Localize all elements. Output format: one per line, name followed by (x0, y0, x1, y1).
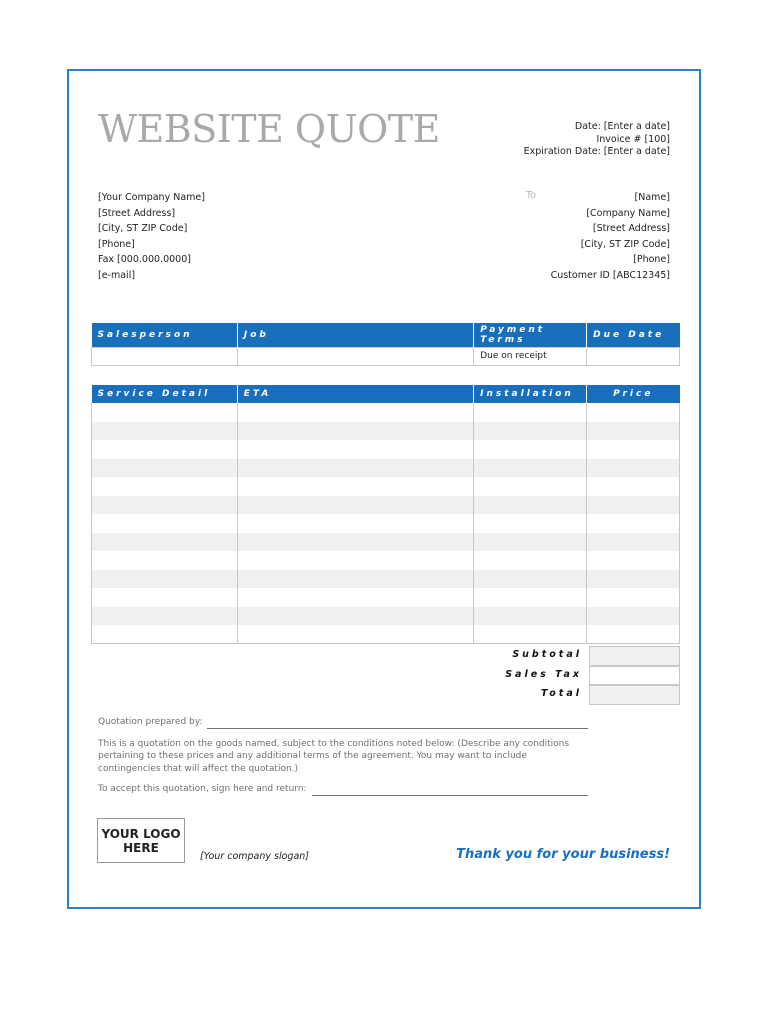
installation-cell[interactable] (474, 607, 587, 626)
installation-cell[interactable] (474, 496, 587, 515)
installation-cell[interactable] (474, 625, 587, 644)
recipient-city-field[interactable]: [City, ST ZIP Code] (580, 238, 670, 250)
service-cell[interactable] (92, 496, 238, 515)
accept-signature-line[interactable] (312, 786, 588, 796)
due-date-cell[interactable] (587, 347, 680, 365)
table-row (92, 477, 680, 496)
table-row (92, 514, 680, 533)
header-price: Price (587, 385, 680, 403)
price-cell[interactable] (587, 625, 680, 644)
recipient-company-field[interactable]: [Company Name] (586, 207, 670, 219)
totals-section (91, 646, 680, 705)
table-row (92, 347, 680, 365)
eta-cell[interactable] (237, 403, 473, 422)
header-job: Job (237, 323, 473, 347)
price-cell[interactable] (587, 422, 680, 441)
quote-document (67, 69, 701, 909)
payment-terms-cell[interactable]: Due on receipt (474, 347, 587, 365)
recipient-phone-field[interactable]: [Phone] (633, 254, 670, 265)
installation-cell[interactable] (474, 570, 587, 589)
eta-cell[interactable] (237, 459, 473, 478)
header-eta: ETA (237, 385, 473, 403)
date-field[interactable]: Date: [Enter a date] (574, 121, 670, 132)
table-row (92, 588, 680, 607)
table-row (92, 533, 680, 552)
table-row (92, 403, 680, 422)
fax-field[interactable]: Fax [000.000.0000] (98, 254, 191, 265)
price-cell[interactable] (587, 459, 680, 478)
eta-cell[interactable] (237, 625, 473, 644)
installation-cell[interactable] (474, 588, 587, 607)
subtotal-label: Subtotal (512, 649, 582, 660)
eta-cell[interactable] (237, 570, 473, 589)
service-cell[interactable] (92, 625, 238, 644)
eta-cell[interactable] (237, 607, 473, 626)
price-cell[interactable] (587, 551, 680, 570)
terms-text: This is a quotation on the goods named, subject to the conditions noted below: (Describe any conditions pertaining to these prices and any additional terms of the agreement. You may want to include contingencies that will affect the quotation.) (98, 738, 570, 774)
customer-id-field[interactable]: Customer ID [ABC12345] (550, 269, 670, 281)
sender-address (98, 190, 205, 283)
recipient-street-field[interactable]: [Street Address] (592, 223, 670, 234)
installation-cell[interactable] (474, 459, 587, 478)
price-cell[interactable] (587, 570, 680, 589)
eta-cell[interactable] (237, 440, 473, 459)
job-cell[interactable] (237, 347, 473, 365)
prepared-by-label: Quotation prepared by: (98, 717, 203, 727)
page-title: WEBSITE QUOTE (98, 107, 440, 151)
eta-cell[interactable] (237, 514, 473, 533)
table-row (92, 459, 680, 478)
invoice-number-field[interactable]: Invoice # [100] (596, 133, 670, 145)
recipient-address (551, 190, 670, 283)
installation-cell[interactable] (474, 403, 587, 422)
service-cell[interactable] (92, 570, 238, 589)
service-cell[interactable] (92, 551, 238, 570)
email-field[interactable]: [e-mail] (98, 269, 136, 281)
table-row (92, 570, 680, 589)
installation-cell[interactable] (474, 422, 587, 441)
eta-cell[interactable] (237, 551, 473, 570)
table-row (92, 551, 680, 570)
eta-cell[interactable] (237, 422, 473, 441)
recipient-name-field[interactable]: [Name] (634, 192, 670, 203)
accept-label: To accept this quotation, sign here and return: (98, 784, 307, 794)
to-label: To (526, 190, 537, 201)
service-table (91, 385, 680, 644)
service-cell[interactable] (92, 607, 238, 626)
thank-you-message: Thank you for your business! (456, 847, 670, 862)
header-payment-terms: Payment Terms (474, 323, 587, 347)
phone-field[interactable]: [Phone] (98, 238, 135, 250)
table-row (92, 625, 680, 644)
service-cell[interactable] (92, 533, 238, 552)
company-name-field[interactable]: [Your Company Name] (98, 192, 205, 203)
logo-text-line-1: YOUR LOGO (101, 826, 181, 841)
service-cell[interactable] (92, 459, 238, 478)
street-address-field[interactable]: [Street Address] (98, 207, 176, 219)
installation-cell[interactable] (474, 533, 587, 552)
header-due-date: Due Date (587, 323, 680, 347)
quote-meta (524, 121, 670, 159)
header-service-detail: Service Detail (92, 385, 238, 403)
table-row (92, 440, 680, 459)
price-cell[interactable] (587, 607, 680, 626)
service-cell[interactable] (92, 403, 238, 422)
prepared-by-signature-line[interactable] (207, 719, 588, 729)
price-cell[interactable] (587, 440, 680, 459)
price-cell[interactable] (587, 514, 680, 533)
table-row (92, 607, 680, 626)
service-cell[interactable] (92, 477, 238, 496)
installation-cell[interactable] (474, 551, 587, 570)
sales-tax-label: Sales Tax (505, 668, 582, 680)
service-cell[interactable] (92, 588, 238, 607)
price-cell[interactable] (587, 477, 680, 496)
price-cell[interactable] (587, 588, 680, 607)
logo-text-line-2: HERE (123, 840, 159, 855)
total-value-field[interactable] (589, 685, 680, 705)
quote-notes (98, 716, 588, 796)
subtotal-value-field[interactable] (589, 646, 680, 666)
installation-cell[interactable] (474, 477, 587, 496)
header-salesperson: Salesperson (92, 323, 238, 347)
city-field[interactable]: [City, ST ZIP Code] (98, 223, 188, 234)
salesperson-cell[interactable] (92, 347, 238, 365)
installation-cell[interactable] (474, 440, 587, 459)
header-installation: Installation (474, 385, 587, 403)
price-cell[interactable] (587, 496, 680, 515)
table-row (92, 422, 680, 441)
eta-cell[interactable] (237, 496, 473, 515)
expiration-date-field[interactable]: Expiration Date: [Enter a date] (523, 146, 670, 157)
service-cell[interactable] (92, 440, 238, 459)
logo-placeholder (97, 818, 185, 863)
price-cell[interactable] (587, 403, 680, 422)
eta-cell[interactable] (237, 533, 473, 552)
sales-tax-value-field[interactable] (589, 666, 680, 686)
table-row (92, 496, 680, 515)
service-cell[interactable] (92, 514, 238, 533)
service-cell[interactable] (92, 422, 238, 441)
eta-cell[interactable] (237, 477, 473, 496)
company-slogan[interactable]: [Your company slogan] (200, 851, 310, 862)
installation-cell[interactable] (474, 514, 587, 533)
total-label: Total (541, 688, 582, 699)
eta-cell[interactable] (237, 588, 473, 607)
price-cell[interactable] (587, 533, 680, 552)
info-table (91, 323, 680, 366)
